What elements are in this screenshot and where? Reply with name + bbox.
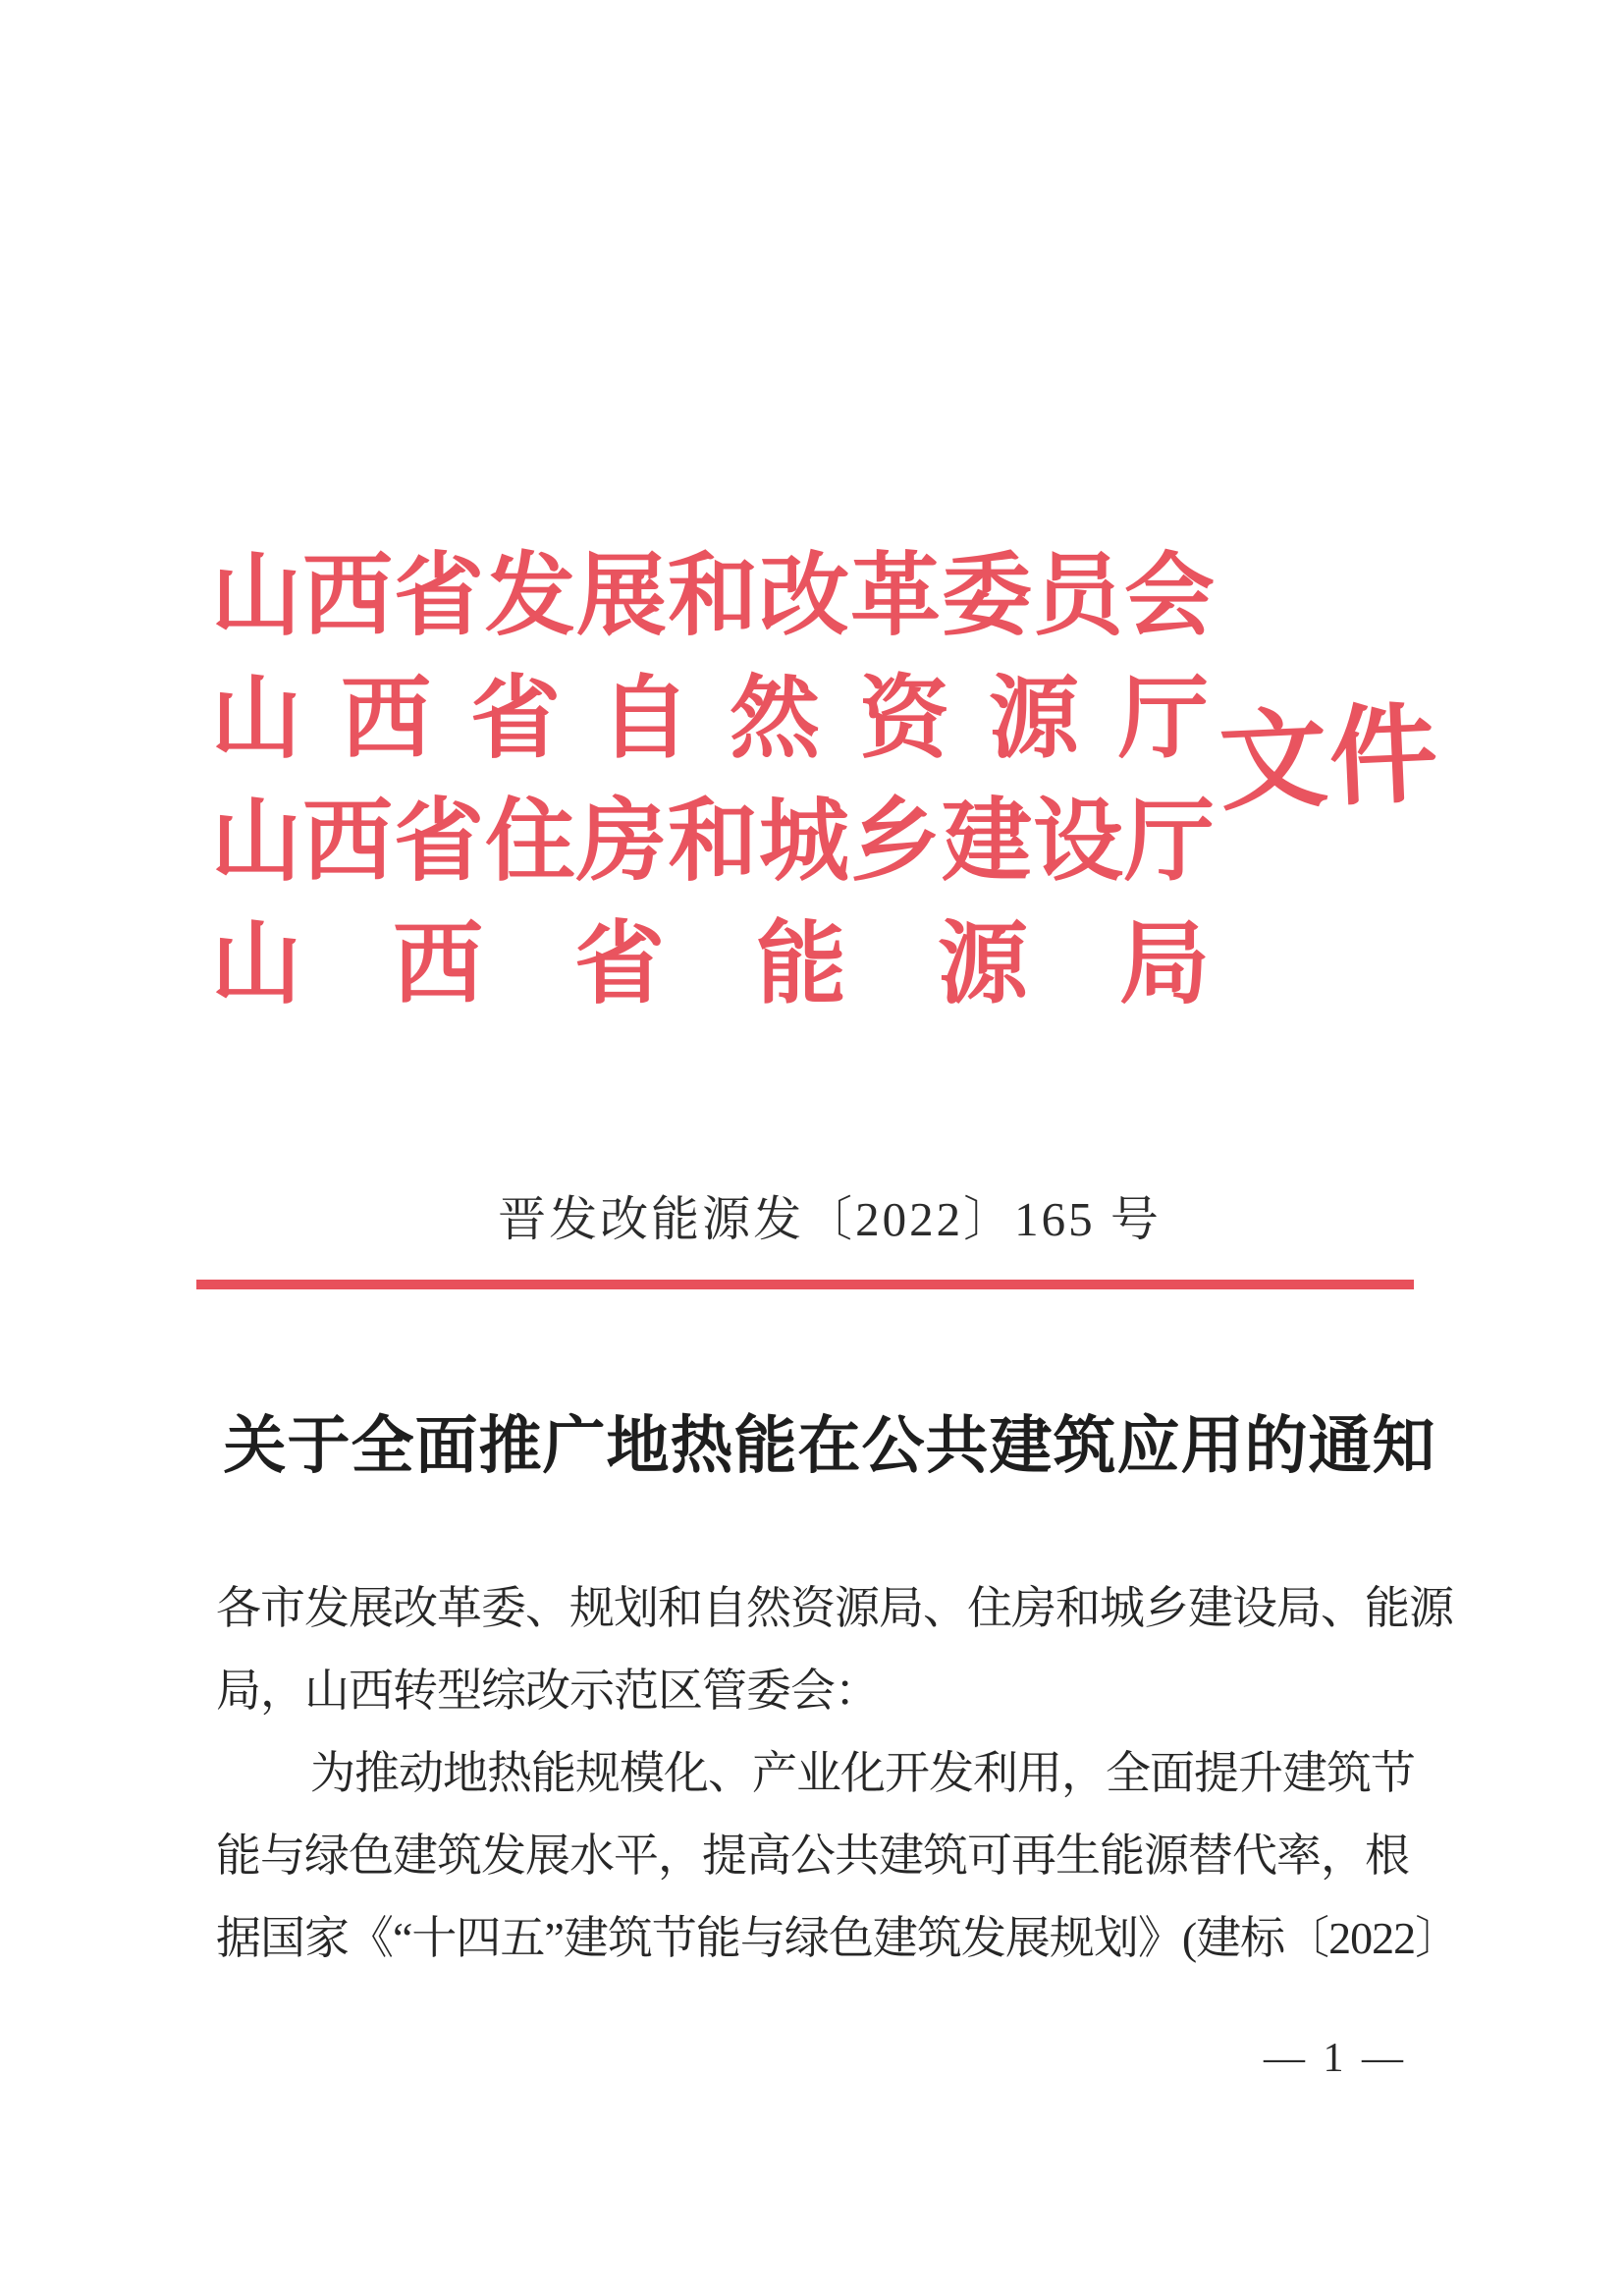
document-body [216, 1567, 1460, 1980]
agency-line-development-reform-commission: 山西省发展和改革委员会 [211, 546, 1217, 646]
agency-name-block [211, 535, 1302, 1026]
recipients-line-1: 各市发展改革委、规划和自然资源局、住房和城乡建设局、能源 [216, 1583, 1453, 1633]
body-paragraph-line-2: 能与绿色建筑发展水平，提高公共建筑可再生能源替代率，根 [216, 1831, 1409, 1881]
red-divider-line [196, 1280, 1414, 1289]
document-reference-number: 晋发改能源发〔2022〕165 号 [498, 1192, 1162, 1246]
agency-line-natural-resources: 山西省自然资源厅 [211, 669, 1249, 769]
page-number: — 1 — [1264, 2036, 1407, 2081]
body-paragraph-line-1: 为推动地热能规模化、产业化开发利用，全面提升建筑节 [310, 1748, 1415, 1798]
document-title: 关于全面推广地热能在公共建筑应用的通知 [223, 1411, 1436, 1481]
body-paragraph-line-3: 据国家《“十四五”建筑节能与绿色建筑发展规划》(建标〔2022〕 [216, 1913, 1460, 1963]
recipients-line-2: 局，山西转型综改示范区管委会： [216, 1666, 879, 1716]
agency-line-housing-urban-rural: 山西省住房和城乡建设厅 [211, 792, 1217, 892]
agency-line-energy-bureau: 山西省能源局 [211, 914, 1302, 1014]
document-label-wenjian: 文件 [1217, 694, 1442, 824]
